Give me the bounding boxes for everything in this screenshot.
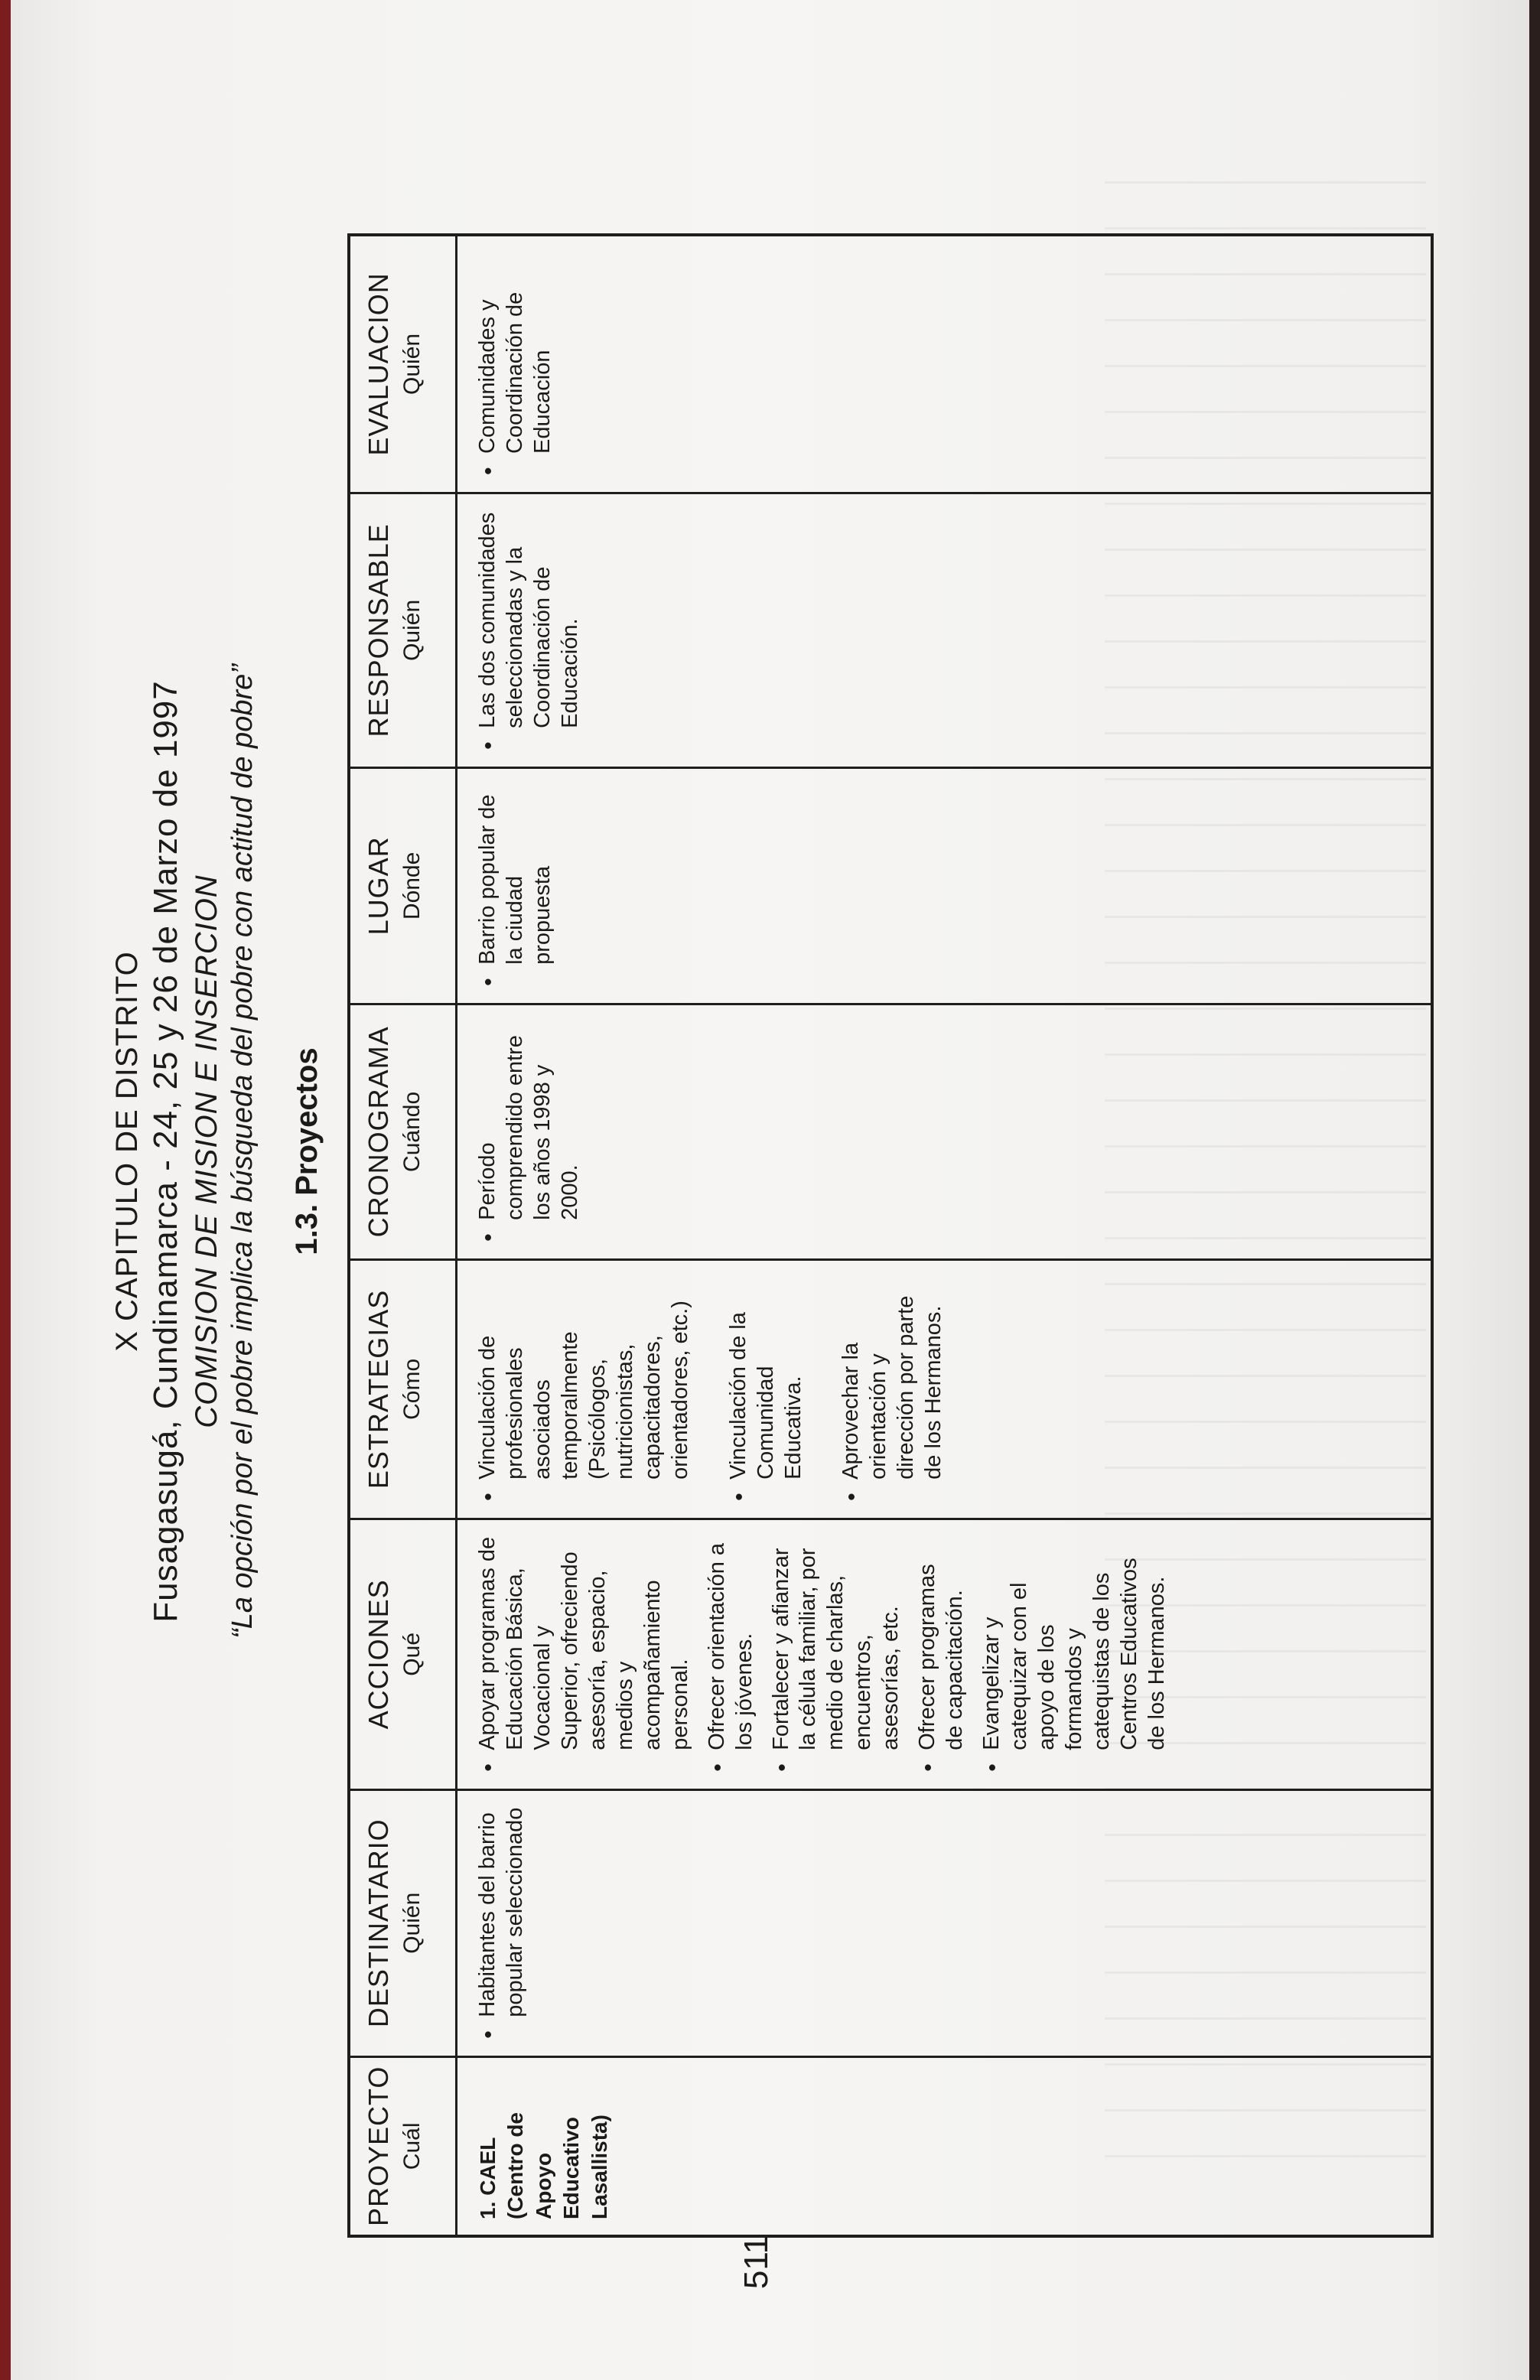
list-item: • Comunidades y Coordinación de Educación [474, 252, 557, 477]
list-item: • Las dos comunidades seleccionadas y la Coordinación de Educación. [474, 510, 584, 751]
list-item: • Período comprendido entre los años 1998 y 2000. [474, 1021, 584, 1243]
list-item: • Apoyar programas de Educación Básica, Vocacional y Superior, ofreciendo asesoría, espacio, medios y acompañamiento personal. [474, 1535, 695, 1773]
list-item: • Habitantes del barrio popular seleccionado [474, 1806, 529, 2040]
location-date: Fusagasugá, Cundinamarca - 24, 25 y 26 de Marzo de 1997 [147, 680, 184, 1623]
list-item: • Ofrecer orientación a los jóvenes. [704, 1535, 759, 1773]
column-subtitle: Cuál [399, 2122, 425, 2170]
cell-evaluacion [457, 236, 557, 492]
projects-table [347, 233, 1434, 2238]
cell-cronograma [457, 1005, 584, 1258]
cell-responsable [457, 494, 584, 767]
column-subtitle: Quién [399, 1892, 425, 1954]
section-title: 1.3. Proyectos [290, 1047, 324, 1255]
column-header [350, 1520, 457, 1789]
book-cover-edge [0, 0, 11, 2380]
column-header [350, 494, 457, 767]
column-header [350, 1791, 457, 2056]
column-header [350, 1261, 457, 1518]
column-title: RESPONSABLE [363, 523, 394, 737]
column-proyecto [350, 2056, 1431, 2235]
book-page [11, 0, 1529, 2380]
column-lugar [350, 767, 1431, 1003]
column-responsable [350, 492, 1431, 767]
chapter-title: X CAPITULO DE DISTRITO [110, 951, 144, 1352]
column-subtitle: Qué [399, 1632, 425, 1676]
list-item: • Evangelizar y catequizar con el apoyo de los formandos y catequistas de los Centros Educativos de los Hermanos. [978, 1535, 1171, 1773]
column-evaluacion [350, 236, 1431, 492]
cell-destinatario [457, 1791, 529, 2056]
column-subtitle: Quién [399, 333, 425, 395]
column-title: ESTRATEGIAS [363, 1289, 394, 1490]
column-header [350, 769, 457, 1003]
column-title: LUGAR [363, 836, 394, 936]
list-item: • Vinculación de profesionales asociados temporalmente (Psicólogos, nutricionistas, capacitadores, orientadores, etc.) [474, 1276, 695, 1503]
cell-lugar [457, 769, 557, 1003]
column-header [350, 236, 457, 492]
commission-title: COMISION DE MISION E INSERCION [190, 874, 223, 1428]
list-item: • Aprovechar la orientación y dirección por parte de los Hermanos. [838, 1276, 948, 1503]
column-header [350, 2058, 457, 2235]
column-estrategias [350, 1258, 1431, 1518]
column-subtitle: Cuándo [399, 1091, 425, 1172]
rotated-content [110, 23, 1457, 2280]
list-item: • Vinculación de la Comunidad Educativa. [725, 1276, 808, 1503]
page-header [110, 23, 324, 2280]
column-subtitle: Quién [399, 599, 425, 661]
list-item: • Ofrecer programas de capacitación. [914, 1535, 969, 1773]
column-title: DESTINATARIO [363, 1818, 394, 2028]
motto-quote: “La opción por el pobre implica la búsqueda del pobre con actitud de pobre” [226, 664, 259, 1639]
column-cronograma [350, 1003, 1431, 1258]
column-title: CRONOGRAMA [363, 1026, 394, 1238]
column-subtitle: Cómo [399, 1358, 425, 1420]
list-item: • Fortalecer y afianzar la célula familiar, por medio de charlas, encuentros, asesorías, etc. [768, 1535, 906, 1773]
cell-estrategias [457, 1261, 948, 1518]
list-item: • Barrio popular de la ciudad propuesta [474, 784, 557, 988]
column-destinatario [350, 1789, 1431, 2056]
column-title: ACCIONES [363, 1579, 394, 1730]
column-subtitle: Dónde [399, 851, 425, 920]
project-name: 1. CAEL (Centro de Apoyo Educativo Lasallista) [476, 2112, 611, 2219]
column-title: EVALUACION [363, 272, 394, 456]
column-acciones [350, 1518, 1431, 1789]
column-title: PROYECTO [363, 2066, 394, 2227]
column-header [350, 1005, 457, 1258]
cell-proyecto [457, 2058, 614, 2235]
page-number: 511 [737, 2235, 776, 2290]
cell-acciones [457, 1520, 1171, 1789]
